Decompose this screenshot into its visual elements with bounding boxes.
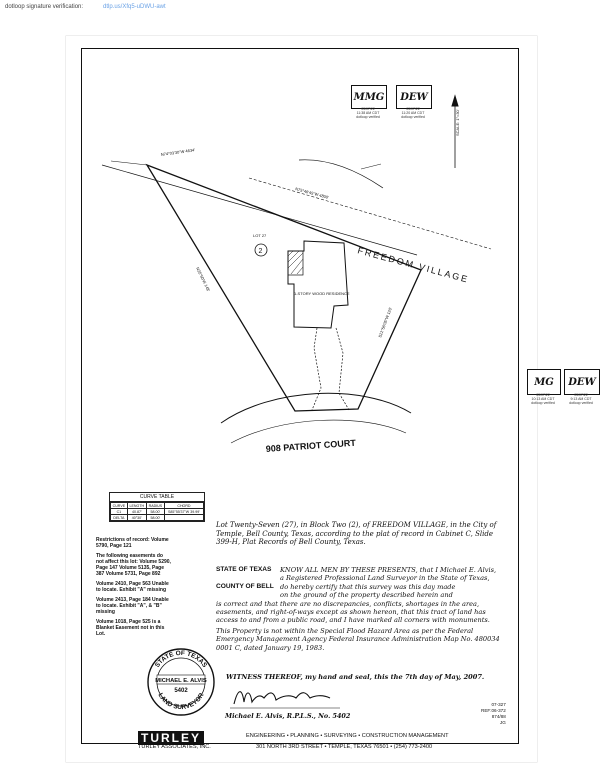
stamp-date: 03/07/22 <box>536 393 550 397</box>
verification-label: dotloop signature verification: <box>5 4 84 10</box>
curve-header: CHORD <box>164 503 203 509</box>
cert-rest: is correct and that there are no discrepancies, conflicts, shortages in the area, easements, and right-of-ways except as shown hereon, that this tract of land has access to and from a public road, and I have marked all corners with monuments. <box>216 599 490 625</box>
county-label: COUNTY OF BELL <box>216 582 274 590</box>
verification-bar <box>0 0 603 18</box>
curve-header: CURVE <box>111 503 128 509</box>
state-label: STATE OF TEXAS <box>216 566 272 573</box>
easement-notes <box>96 537 172 641</box>
signature <box>230 684 350 710</box>
stamp-time: 11:38 AM CDT <box>356 111 380 115</box>
curve-cell: 40.87' <box>127 509 146 515</box>
curve-cell: C1 <box>111 509 128 515</box>
note-item: Volume 2410, Page 563 Unable to locate. Exhibit "A" missing <box>96 581 169 593</box>
curve-cell: 58.00' <box>146 515 164 521</box>
legal-description: Lot Twenty-Seven (27), in Block Two (2), of FREEDOM VILLAGE, in the City of Temple, Bell County, Texas, according to the plat of record in Cabinet C, Slide 399-H, Plat Records of Bell County, Texas. <box>216 521 497 547</box>
curve-cell: DELTA <box>111 515 128 521</box>
seal-top-text: STATE OF TEXAS <box>153 649 209 669</box>
nw-side-bearing: N25°50'W 148' <box>195 266 212 293</box>
ref-line: 874/88 <box>491 714 506 719</box>
lot-circle-number: 2 <box>258 248 263 255</box>
ne-side-bearing: S21°56'05"W 120' <box>377 306 393 339</box>
curve-table-title: CURVE TABLE <box>110 493 204 502</box>
seal-number: 5402 <box>174 688 188 694</box>
surveyor-seal <box>146 647 216 717</box>
note-item: The following easements do not affect this lot: Volume 5290, Page 147 Volume 5135, Page 387 Volume 5731, Page 892 <box>96 553 171 577</box>
stamp-verify: dotloop verified <box>356 115 380 119</box>
ref-line: REF:06-372 <box>481 708 506 713</box>
seal-bottom-text: LAND SURVEYOR <box>156 692 206 712</box>
ref-line: JG <box>499 720 506 725</box>
curve-cell <box>164 515 203 521</box>
lot-label: LOT 27 <box>253 233 267 238</box>
curve-header: RADIUS <box>146 503 164 509</box>
company-name: TURLEY ASSOCIATES, INC. <box>138 744 211 750</box>
stamp-verify: dotloop verified <box>569 401 593 405</box>
street-label: 908 PATRIOT COURT <box>265 437 357 454</box>
curve-cell: 40°30' <box>127 515 146 521</box>
flood-statement: This Property is not within the Special Flood Hazard Area as per the Federal Emergency Management Agency Federal Insurance Administration Map No. 480034 0001 C, dated January 19, 1983. <box>216 626 500 652</box>
cul-de-sac <box>221 393 411 423</box>
cert-line-1: KNOW ALL MEN BY THESE PRESENTS, that I Michael E. Alvis, <box>280 566 497 574</box>
stamp-date: 03/07/22 <box>361 107 375 111</box>
stamp-time: 9:13 AM CDT <box>570 397 592 401</box>
initials-box: DEW <box>564 369 600 395</box>
cert-line-3: do hereby certify that this survey was this day made <box>280 582 456 591</box>
cert-line-2: a Registered Professional Land Surveyor in the State of Texas, <box>280 574 490 583</box>
reference-numbers <box>481 702 506 726</box>
stamp-verify: dotloop verified <box>401 115 425 119</box>
initials-box: DEW <box>396 85 432 109</box>
residence-label: 1-STORY WOOD RESIDENCE <box>294 291 350 296</box>
ref-line: 07-327 <box>491 702 506 707</box>
driveway <box>312 328 321 410</box>
stamp-verify: dotloop verified <box>531 401 555 405</box>
note-item: Volume 1018, Page 525 is a Blanket Easement not in this Lot. <box>96 619 165 637</box>
scale-label: SCALE: 1"=30' <box>455 109 460 136</box>
east-bearing: N75°46'45"W 4800' <box>294 186 330 200</box>
road-curve <box>299 160 383 188</box>
stamp-time: 10:13 AM CDT <box>531 397 555 401</box>
cert-line-4: on the ground of the property described herein and <box>280 591 453 600</box>
lot-boundary <box>147 165 421 411</box>
curve-table-grid <box>110 502 204 521</box>
company-services: ENGINEERING • PLANNING • SURVEYING • CONSTRUCTION MANAGEMENT <box>246 733 449 739</box>
verification-link[interactable]: dtlp.us/Xfq5-uDWU-awt <box>103 4 166 10</box>
curve-header: LENGTH <box>127 503 146 509</box>
subdivision-label: FREEDOM VILLAGE <box>356 245 471 285</box>
note-item: Restrictions of record: Volume 5790, Page 121 <box>96 537 169 549</box>
initials-box: MMG <box>351 85 387 109</box>
signature-name: Michael E. Alvis, R.P.L.S., No. 5402 <box>225 712 351 720</box>
residence-outline <box>288 241 348 328</box>
curve-table <box>109 492 205 522</box>
curve-cell: S85°55'37"W 39.99' <box>164 509 203 515</box>
surveyor-certification <box>216 566 508 652</box>
stamp-time: 11:20 AM CDT <box>401 111 425 115</box>
stamp-date: 03/07/22 <box>574 393 588 397</box>
row-line-top <box>102 165 417 255</box>
note-item: Volume 2413, Page 184 Unable to locate. Exhibit "A", & "B" missing <box>96 597 169 615</box>
witness-line: WITNESS THEREOF, my hand and seal, this the 7th day of May, 2007. <box>226 673 485 681</box>
row-line-top-2 <box>249 178 491 249</box>
seal-name: MICHAEL E. ALVIS <box>155 678 207 684</box>
curve-cell: 58.00' <box>146 509 164 515</box>
stamp-date: 03/07/22 <box>406 107 420 111</box>
plat-drawing <box>81 48 517 458</box>
turley-logo: TURLEY <box>138 731 204 745</box>
company-address: 301 NORTH 3RD STREET • TEMPLE, TEXAS 76501 • (254) 773-2400 <box>256 744 433 750</box>
initials-box: MG <box>527 369 561 395</box>
north-bearing: N74°03'30"W 4634' <box>160 147 196 157</box>
